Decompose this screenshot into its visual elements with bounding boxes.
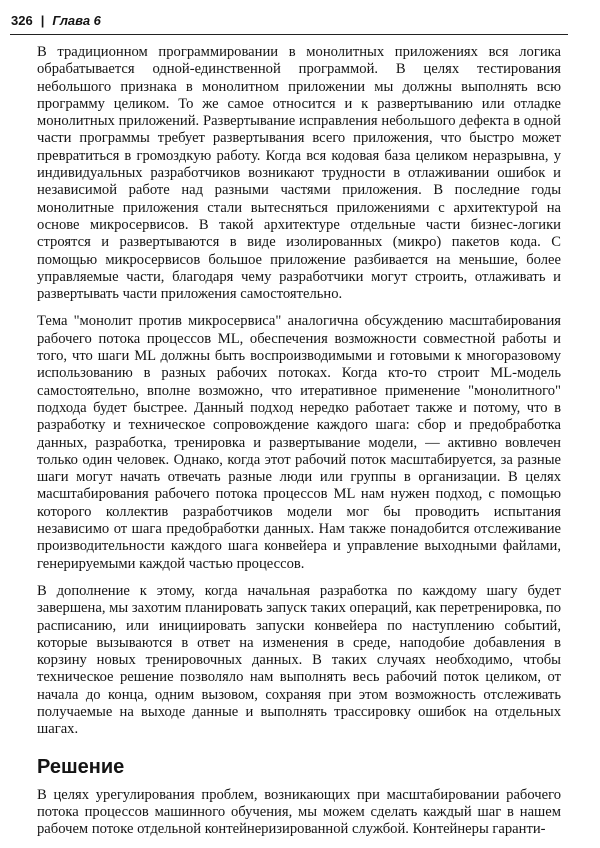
header-separator: | [40,13,45,28]
page-number: 326 [11,13,33,28]
section-heading: Решение [37,755,125,778]
paragraph-monolith-vs-microservice: Тема "монолит против микросервиса" аналогична обсуждению масштабирования рабочего потока процессов ML, обеспечения возможности совместной работы и того, что шаги ML должны быть воспроизводимыми и готовыми к многоразовому использованию в разных рабочих потоках. Когда кто-то строит ML-модель самостоятельно, вполне возможно, что итеративное применение "монолитного" подхода будет быстрее. Данный подход нередко работает также и потому, что в разработку и техническое сопровождение каждого шага: сбор и предобработка данных, разработка, тренировка и развертывание модели, — активно вовлечен только один человек. Однако, когда этот рабочий поток масштабируется, за разные шаги могут начать отвечать разные люди или группы в организации. В целях масштабирования рабочего потока процессов ML нам нужен подход, с помощью которого коллектив разработчиков модели мог бы проводить испытания независимо от шага предобработки данных. Нам также понадобится отслеживание производительности каждого шага конвейера и управление выходными файлами, генерируемыми каждой частью процессов. [37,313,561,572]
paragraph-monolith: В традиционном программировании в монолитных приложениях вся логика обрабатывается одной-единственной программой. В целях тестирования небольшого признака в монолитном приложении мы должны выполнять всю программу целиком. То же самое относится и к развертыванию или отладке монолитных приложений. Развертывание исправления небольшого дефекта в одной части программы требует развертывания всего приложения, что быстро может превратиться в громоздкую работу. Когда вся кодовая база целиком неразрывна, у индивидуальных разработчиков возникают трудности в отлаживании ошибок и независимой работе над разными частями приложения. В последние годы монолитные приложения стали вытесняться приложениями с архитектурой на основе микросервисов. В такой архитектуре отдельные части бизнес-логики строятся и развертываются в виде изолированных (микро) пакетов кода. С помощью микросервисов большое приложение разбивается на меньшие, более управляемые части, благодаря чему разработчики могут строить, отлаживать и развертывать части приложения самостоятельно. [37,44,561,303]
paragraph-scheduling: В дополнение к этому, когда начальная разработка по каждому шагу будет завершена, мы захотим планировать запуск таких операций, как перетренировка, по расписанию, или инициировать запуски конвейера по наступлению событий, которые вызываются в ответ на изменения в среде, наподобие добавления в корзину новых тренировочных данных. В таких случаях необходимо, чтобы техническое решение позволяло нам выполнять весь рабочий поток целиком, от начала до конца, одним вызовом, сохраняя при этом возможность отслеживать получаемые на выходе данные и выполнять трассировку ошибок на отдельных шагах. [37,582,561,738]
page-body [37,44,561,848]
paragraph-solution: В целях урегулирования проблем, возникающих при масштабировании рабочего потока процессов машинного обучения, мы можем сделать каждый шаг в нашем рабочем потоке отдельной контейнеризированной службой. Контейнеры гаранти- [37,786,561,838]
running-header [10,8,568,35]
chapter-title: Глава 6 [52,13,101,28]
